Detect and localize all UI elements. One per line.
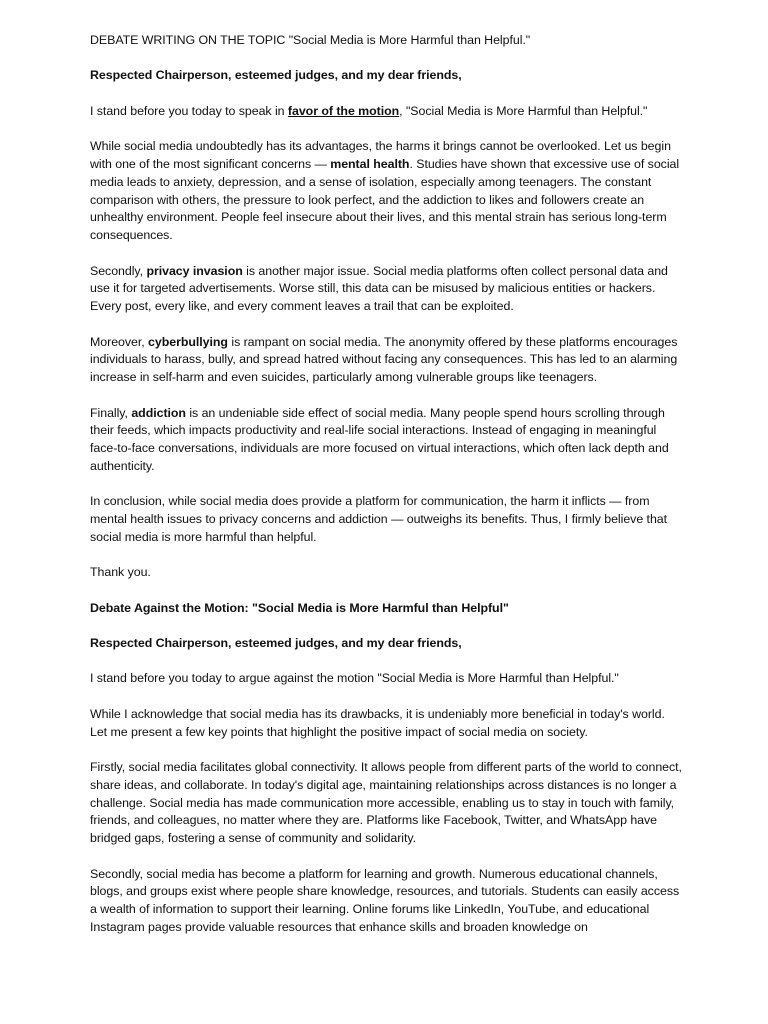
paragraph-mental-health <box>90 138 682 245</box>
mental-health-keyword: mental health <box>330 156 410 171</box>
paragraph-connectivity: Firstly, social media facilitates global connectivity. It allows people from different parts of the world to connect, share ideas, and collaborate. In today's digital age, maintaining relationships across distances is no longer a challenge. Social media has made communication more accessible, enabling us to stay in touch with family, friends, and colleagues, no matter where they are. Platforms like Facebook, Twitter, and WhatsApp have bridged gaps, fostering a sense of community and solidarity. <box>90 760 682 846</box>
intro-for <box>90 103 682 121</box>
cyberbullying-keyword: cyberbullying <box>148 334 228 349</box>
paragraph-addiction <box>90 405 682 476</box>
paragraph-text: While social media undoubtedly has its advantages, the harms it brings cannot be overlooked. Let us begin with one of the most significant concerns — <box>90 139 671 171</box>
paragraph-conclusion: In conclusion, while social media does provide a platform for communication, the harm it inflicts — from mental health issues to privacy concerns and addiction — outweighs its benefits. Thus, I firmly believe that social media is more harmful than helpful. <box>90 494 668 544</box>
paragraph-text: Secondly, <box>90 263 147 278</box>
paragraph-text-end: . Studies have shown that excessive use of social media leads to anxiety, depression, and a sense of isolation, especially among teenagers. The constant comparison with others, the pressure to look perfect, and the addiction to likes and followers create an unhealthy environment. People feel insecure about their lives, and this mental strain has serious long-term consequences. <box>90 156 680 243</box>
paragraph-text: Moreover, <box>90 334 149 349</box>
privacy-invasion-keyword: privacy invasion <box>146 263 243 278</box>
document-title: DEBATE WRITING ON THE TOPIC "Social Media is More Harmful than Helpful." <box>90 33 531 47</box>
intro-for-text: I stand before you today to speak in <box>90 103 288 118</box>
paragraph-acknowledge: While I acknowledge that social media has its drawbacks, it is undeniably more beneficial in today's world. Let me present a few key points that highlight the positive impact of social media on society. <box>90 706 665 739</box>
paragraph-privacy <box>90 263 682 316</box>
document-page <box>90 32 682 954</box>
salutation-against: Respected Chairperson, esteemed judges, and my dear friends, <box>90 636 462 651</box>
paragraph-text: Finally, <box>90 405 132 420</box>
salutation-for: Respected Chairperson, esteemed judges, and my dear friends, <box>90 68 462 83</box>
paragraph-cyberbullying <box>90 334 682 387</box>
addiction-keyword: addiction <box>131 405 186 420</box>
paragraph-text-end: is another major issue. Social media platforms often collect personal data and use it for targeted advertisements. Worse still, this data can be misused by malicious entities or hackers. Every post, every like, and every comment leaves a trail that can be exploited. <box>90 263 668 314</box>
favor-of-motion-emphasis: favor of the motion <box>287 103 400 118</box>
paragraph-text-end: is rampant on social media. The anonymity offered by these platforms encourages individuals to harass, bully, and spread hatred without facing any consequences. This has led to an alarming increase in self-harm and even suicides, particularly among vulnerable groups like teenagers. <box>90 334 678 385</box>
intro-for-text-end: , "Social Media is More Harmful than Helpful." <box>399 103 648 118</box>
intro-against: I stand before you today to argue against the motion "Social Media is More Harmful than Helpful." <box>90 671 619 686</box>
thank-you-line: Thank you. <box>90 565 151 580</box>
against-heading: Debate Against the Motion: "Social Media is More Harmful than Helpful" <box>90 600 509 615</box>
paragraph-text-end: is an undeniable side effect of social media. Many people spend hours scrolling through their feeds, which impacts productivity and real-life social interactions. Instead of engaging in meaningful face-to-face conversations, individuals are more focused on virtual interactions, which often lack depth and authenticity. <box>90 405 669 473</box>
paragraph-learning: Secondly, social media has become a platform for learning and growth. Numerous educational channels, blogs, and groups exist where people share knowledge, resources, and tutorials. Students can easily access a wealth of information to support their learning. Online forums like LinkedIn, YouTube, and educational Instagram pages provide valuable resources that enhance skills and broaden knowledge on <box>90 866 680 934</box>
